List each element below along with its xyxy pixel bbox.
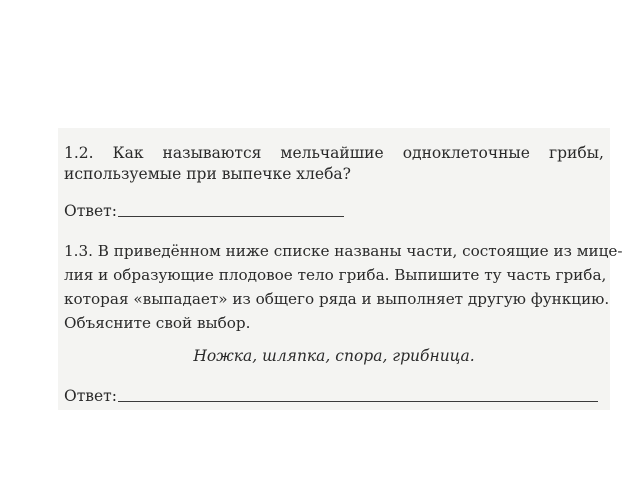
- question-1-2-line-2: используемые при выпечке хлеба?: [64, 165, 351, 183]
- question-1-3-line-2: лия и образующие плодовое тело гриба. Выпишите ту часть гриба,: [64, 266, 607, 284]
- question-1-2-word: мельчайшие: [280, 144, 384, 162]
- question-1-2-word: одноклеточные: [402, 144, 530, 162]
- answer-1-2-line[interactable]: [118, 216, 344, 217]
- question-1-3-line-3: которая «выпадает» из общего ряда и выполняет другую функцию.: [64, 290, 610, 308]
- question-1-2-word: называются: [162, 144, 262, 162]
- question-1-2-word: Как: [112, 144, 144, 162]
- question-1-3-line-4: Объясните свой выбор.: [64, 314, 251, 332]
- question-1-3-line-1: 1.3. В приведённом ниже списке названы части, состоящие из мице-: [64, 242, 623, 260]
- answer-1-3-label: Ответ:: [64, 387, 117, 405]
- answer-1-3-line[interactable]: [118, 401, 598, 402]
- options-list: Ножка, шляпка, спора, грибница.: [193, 347, 475, 365]
- answer-1-2-label: Ответ:: [64, 202, 117, 220]
- question-1-2-word: грибы,: [548, 144, 604, 162]
- question-1-2-line-1: [64, 143, 604, 164]
- question-1-2-word: 1.2.: [64, 144, 94, 162]
